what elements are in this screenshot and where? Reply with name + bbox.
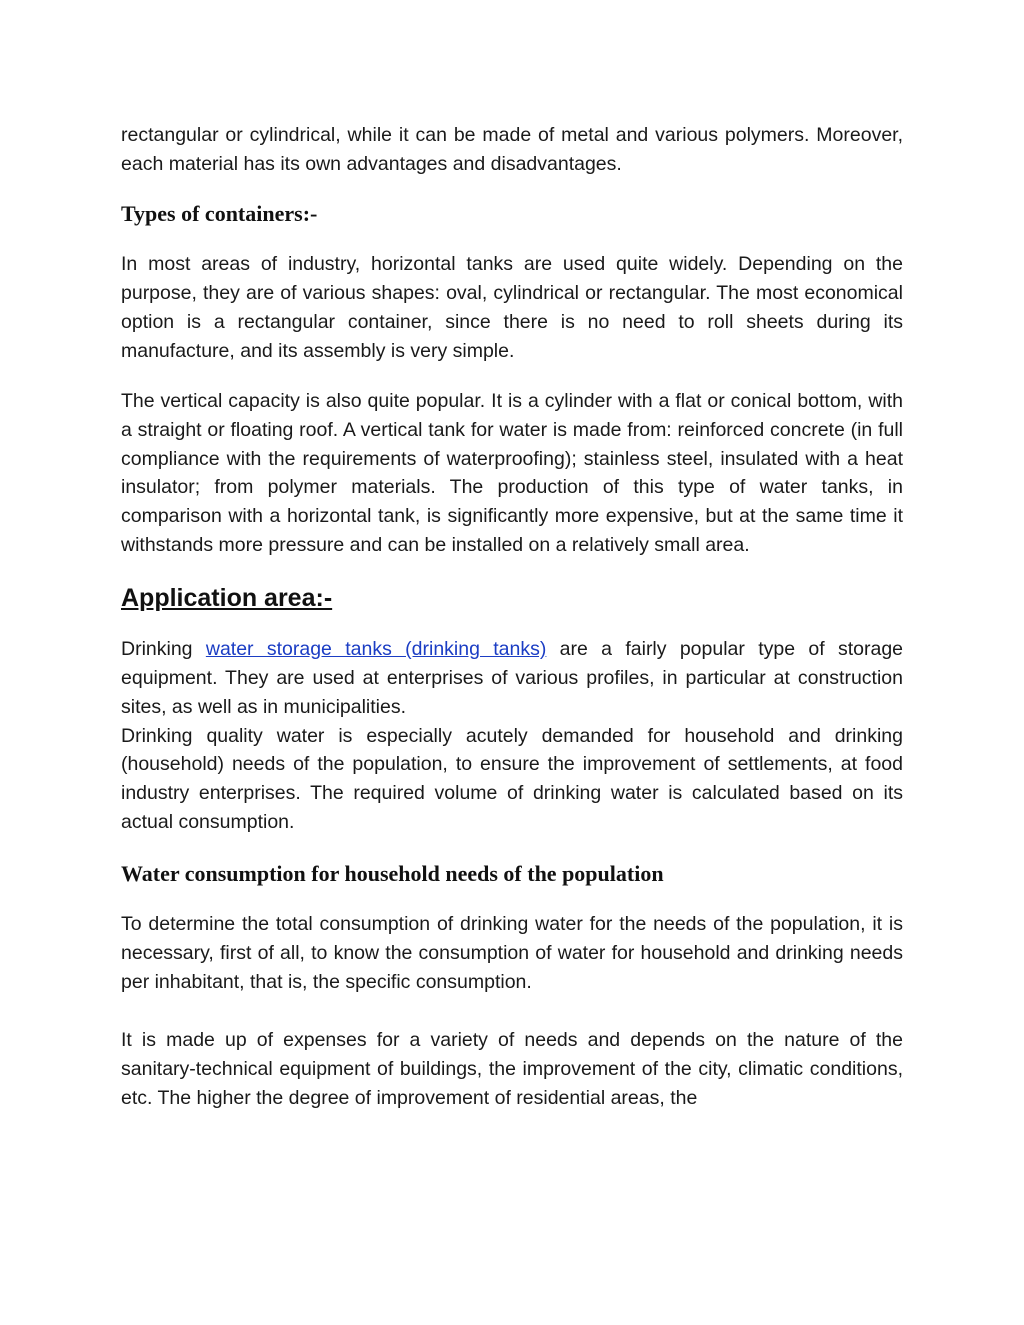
determine-consumption-paragraph: To determine the total consumption of drinking water for the needs of the population, it is necessary, first of all, to know the consumption of water for household and drinking needs per inhabitant, that is, the specific consumption. xyxy=(121,913,903,993)
types-heading: Types of containers:- xyxy=(121,201,318,227)
document-page xyxy=(121,121,903,1113)
vertical-tanks-paragraph: The vertical capacity is also quite popular. It is a cylinder with a flat or conical bottom, with a straight or floating roof. A vertical tank for water is made from: reinforced concrete (in full compliance with the requirements of waterproofing); stainless steel, insulated with a heat insulator; from polymer materials. The production of this type of water tanks, in comparison with a horizontal tank, is significantly more expensive, but at the same time it withstands more pressure and can be installed on a relatively small area. xyxy=(121,390,903,556)
drinking-quality-paragraph: Drinking quality water is especially acutely demanded for household and drinking (household) needs of the population, to ensure the improvement of settlements, at food industry enterprises. The required volume of drinking water is calculated based on its actual consumption. xyxy=(121,724,903,833)
made-up-paragraph: It is made up of expenses for a variety of needs and depends on the nature of the sanitary-technical equipment of buildings, the improvement of the city, climatic conditions, etc. The higher the degree of improvement of residential areas, the xyxy=(121,1029,903,1109)
intro-paragraph: rectangular or cylindrical, while it can be made of metal and various polymers. Moreover, each material has its own advantages and disadvantages. xyxy=(121,124,903,175)
drinking-tanks-link[interactable]: water storage tanks (drinking tanks) xyxy=(205,638,547,661)
application-paragraph xyxy=(121,635,903,721)
application-prefix: Drinking xyxy=(121,638,206,661)
consumption-heading: Water consumption for household needs of the population xyxy=(121,861,664,887)
application-heading: Application area:- xyxy=(121,584,333,613)
horizontal-tanks-paragraph: In most areas of industry, horizontal tanks are used quite widely. Depending on the purpose, they are of various shapes: oval, cylindrical or rectangular. The most economical option is a rectangular container, since there is no need to roll sheets during its manufacture, and its assembly is very simple. xyxy=(121,253,903,362)
application-suffix: are a fairly popular type of storage equipment. They are used at enterprises of various profiles, in particular at construction sites, as well as in municipalities. xyxy=(121,638,904,718)
